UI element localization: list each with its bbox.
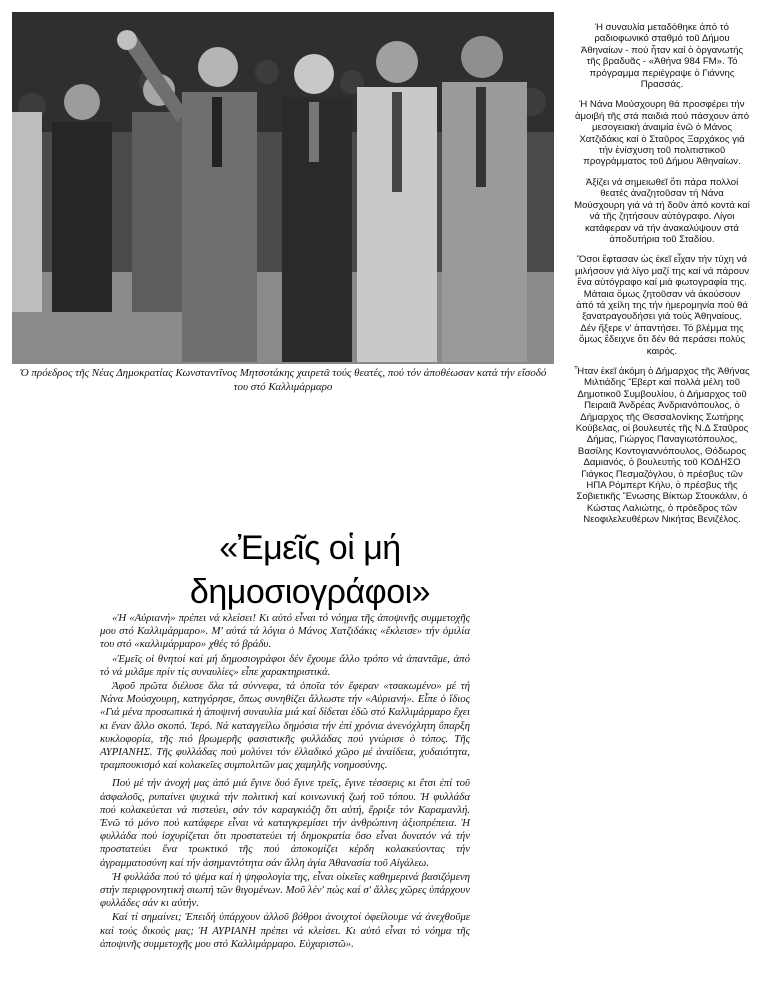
article-paragraph: Καί τί σημαίνει; Ἐπειδή ὑπάρχουν ἀλλοῦ βόθροι ἀνοιχτοί ὀφείλουμε νά ἀνεχθοῦμε καί τούς δικούς μας; Ἡ ΑΥΡΙΑΝΗ πρέπει νά κλείσει. Κι αὐτό εἶναι τό νόημα τῆς ἀποψινῆς συμμετοχῆς μου στό Καλλιμάρμαρο. Εὐχαριστῶ». [100, 911, 470, 950]
photo-caption: Ὁ πρόεδρος τῆς Νέας Δημοκρατίας Κωνσταντῖνος Μητσοτάκης χαιρετᾶ τούς θεατές, πού τόν ἀποθέωσαν κατά τήν εἴσοδό του στό Καλλιμάρμαρο [19, 367, 547, 393]
sidebar-paragraph: Ἡ συναυλία μεταδόθηκε ἀπό τό ραδιοφωνικό σταθμό τοῦ Δήμου Ἀθηναίων - πού ἦταν καί ὁ ὀργανωτής τῆς βραδυᾶς - «Ἀθήνα 984 FM». Τό πρόγραμμα περιέγραψε ὁ Γιάννης Πρασσάς. [580, 22, 744, 91]
sidebar-paragraph: Ὅσοι ἔφτασαν ὡς ἐκεῖ εἶχαν τήν τύχη νά μιλήσουν γιά λίγο μαζί της καί νά πάρουν ἕνα αὐτόγραφο καί μιά φωτογραφία της. Μάταια ὅμως ζητοῦσαν νά ἀκούσουν ἀπό τά χείλη της τήν ἡμερομηνία πού θά ξανατραγουδήσει γιά τούς Ἀθηναίους. Δέν ἤξερε ν' ἀπαντήσει. Τό βλέμμα της ὅμως ἔδειχνε ὅτι δέν θά περάσει πολύς καιρός. [574, 254, 750, 357]
article-paragraph: Ἡ φυλλάδα πού τό ψέμα καί ἡ ψηφολογία της, εἶναι οἰκεῖες καθημερινά βασιζόμενη στήν περιφρονητική σιωπή τῶν θιγομένων. Μοῦ λέν' πώς καί σ' ἄλλες χῶρες ὑπάρχουν φυλλάδες σάν κι αὐτήν. [100, 870, 470, 910]
figure-right [442, 36, 527, 362]
article-paragraph: Ἀφοῦ πρῶτα διέλυσε ὅλα τά σύννεφα, τά ὁποῖα τόν ἔφεραν «τσακωμένο» μέ τή Νάνα Μούσχουρη, κατηγόρησε, ὅπως συνηθίζει ἄλλωστε τήν «Αὐριανή». Εἶπε ὁ ἴδιος «Γιά μένα προσωπικά ἡ ἀποψινή συναυλία μιά καί δίδεται ἐδῶ στό Καλλιμάρμαρο ἔχει κι ἕναν ἄλλο σκοπό. Ἱερό. Νά καταγγείλω δημόσια τήν ἐπί χρόνια ἀνενόχλητη ὕπαρξη κυκλοφορία, τῆς πιό βρωμερῆς φασιστικῆς φυλλάδας πού γνώρισε ὁ τόπος. Τῆς ΑΥΡΙΑΝΗΣ. Τῆς φυλλάδας πού μολύνει τόν ἑλλαδικό χῶρο μέ ἀναίδεια, χυδαιότητα, τραμπουκισμό καί κολακεῖες συμπολιτῶν μας χαμηλῆς νοημοσύνης. [100, 680, 470, 772]
article-paragraph: Πού μέ τήν ἀνοχή μας ἀπό μιά ἔγινε δυό ἔγινε τρεῖς, ἔγινε τέσσερις κι ἔτσι ἐπί τοῦ ἀσφαλοῦς, ρυπαίνει ψυχικά τήν πολιτική καί κοινωνική ζωή τοῦ τόπου. Ἡ φυλλάδα πού κολακεύεται νά πιστεύει, σάν τόν καραγκιόζη ὅτι αὐτή, ἔρριξε τόν Καραμανλή. Ἐνῶ τό μόνο πού κατάφερε εἶναι νά καταγκρεμίσει τήν ἀνθρώπινη ἀξιοπρέπεια. Ἡ φυλλάδα πού ἰσχυρίζεται ὅτι προστατεύει τή δημοκρατία ὅσο εἶναι δυνατόν νά τήν προστατεύει ἕνα τρωκτικό τῆς πού ἀποκομίζει κέρδη κολακεύοντας τήν ἀγραμματοσύνη καί τήν ἀσημαντότητα σάν ἄλλη ἁγία Ἀθανασία τοῦ Αἰγάλεω. [100, 777, 470, 869]
article-paragraph: «Ἐμεῖς οἱ θνητοί καί μή δημοσιογράφοι δέν ἔχουμε ἄλλο τρόπο νά ἀπαντᾶμε, ἀπό τό νά μιλᾶμε πρίν τίς συναυλίες» εἶπε χαρακτηριστικά. [100, 652, 470, 678]
news-photo [12, 12, 554, 364]
crowd-illustration [12, 12, 554, 364]
sidebar-paragraph: Ἀξίζει νά σημειωθεῖ ὅτι πάρα πολλοί θεατές ἀναζητοῦσαν τή Νάνα Μούσχουρη γιά νά τή δοῦν ἀπό κοντά καί νά τῆς ζητήσουν αὐτόγραφο. Λίγοι κατάφεραν νά τήν ἀνακαλύψουν στά ἀποδυτήρια τοῦ Σταδίου. [574, 176, 750, 245]
figure-light-suit [357, 41, 437, 362]
article-paragraph: «Ἡ «Αὐριανή» πρέπει νά κλείσει! Κι αὐτό εἶναι τό νόημα τῆς ἀποψινῆς συμμετοχῆς μου στό Καλλιμάρμαρο». Μ' αὐτά τά λόγια ὁ Μάνος Χατζιδάκις «ἔκλεισε» τήν ὁμιλία του στό «καλλιμάρμαρο» χθές τό βράδυ. [100, 612, 470, 651]
headline-line: δημοσιογράφοι» [189, 573, 431, 611]
article-headline [110, 526, 510, 614]
figure-center [282, 54, 352, 362]
sidebar-paragraph: Ἡ Νάνα Μούσχουρη θά προσφέρει τήν ἀμοιβή τῆς στά παιδιά πού πάσχουν ἀπό μεσογειακή ἀναιμία ἐνῶ ὁ Μάνος Χατζιδάκις καί ὁ Σταῦρος Ξαρχάκος γιά τήν ἐνίσχυση τοῦ πολιτιστικοῦ προγράμματος τοῦ Δήμου Ἀθηναίων. [574, 99, 750, 168]
sidebar-column [574, 22, 750, 535]
figure-far-left [12, 112, 42, 312]
headline-line: «Ἐμεῖς οἱ μή [219, 529, 401, 567]
article-body [100, 612, 470, 952]
sidebar-paragraph: Ἦταν ἐκεῖ ἀκόμη ὁ Δήμαρχος τῆς Ἀθήνας Μιλτιάδης Ἔβερτ καί πολλά μέλη τοῦ Δημοτικοῦ Συμβουλίου, ὁ Δήμαρχος τοῦ Πειραιᾶ Ἀνδρέας Ἀνδριανόπουλος, ὁ Δήμαρχος τῆς Θεσσαλονίκης Σωτήρης Κούβελας, οἱ βουλευτές τῆς Ν.Δ Σταῦρος Δήμας, Γιώργος Παναγιωτόπουλος, Βασίλης Κοντογιαννόπουλος, Θόδωρος Δαμιανός, ὁ βουλευτής τοῦ ΚΟΔΗΣΟ Γιάγκος Πεσμαζόγλου, ὁ πρέσβυς τῶν ΗΠΑ Ρόμπερτ Κήλυ, ὁ πρέσβυς τῆς Σοβιετικῆς Ἕνωσης Βίκτωρ Στουκάλιν, ὁ Κώστας Λαλιώτης, ὁ πρόεδρος τῶν Νεοφιλελευθέρων Νικήτας Βενιζέλος. [574, 365, 750, 526]
